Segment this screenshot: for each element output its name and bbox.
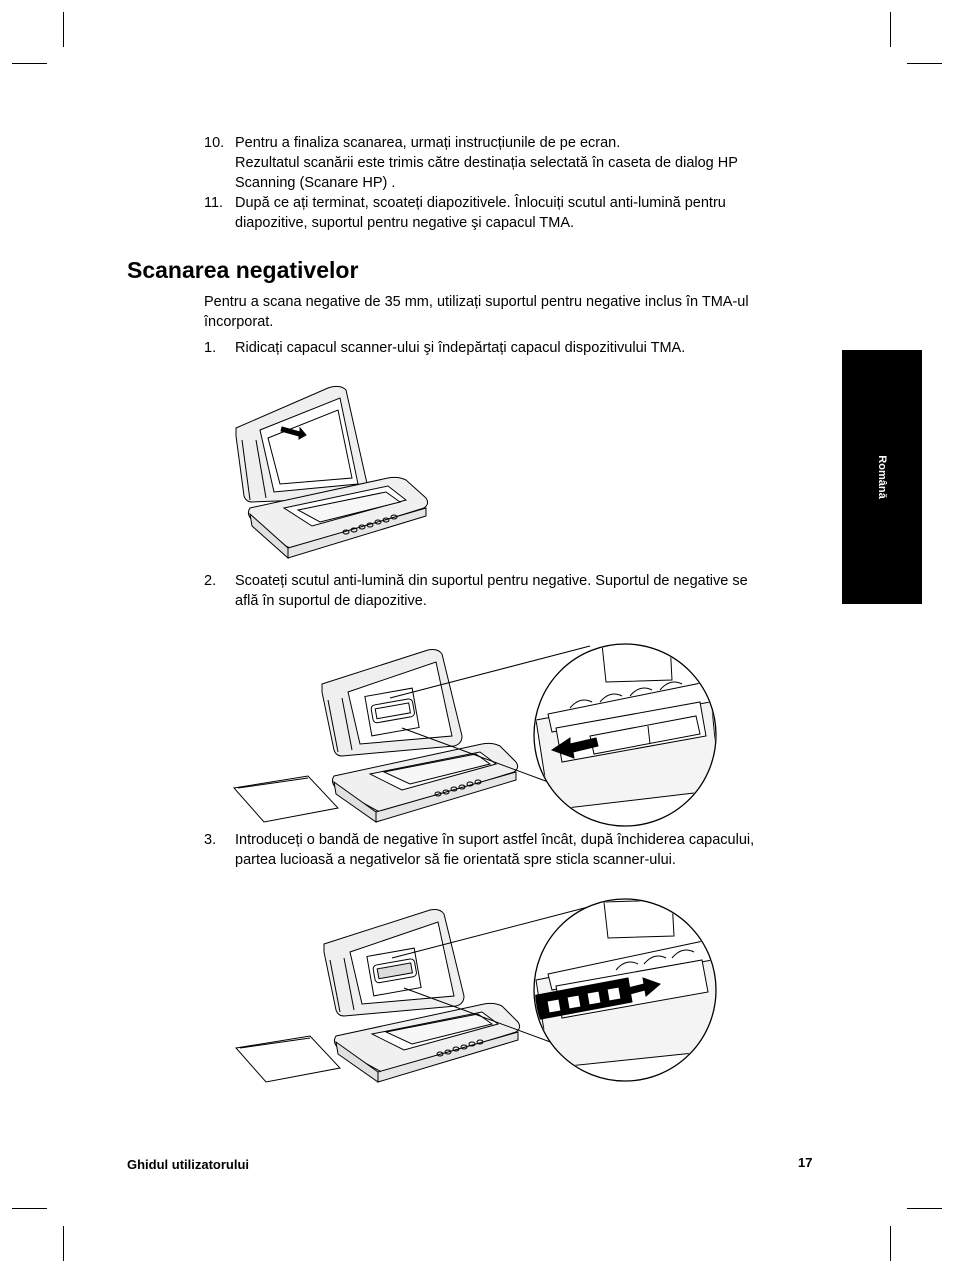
- step-number: 10.: [204, 135, 225, 151]
- crop-mark: [63, 12, 64, 47]
- step-text: Scanning (Scanare HP) .: [235, 175, 396, 191]
- step-text: Pentru a finaliza scanarea, urmați instrucțiunile de pe ecran.: [235, 135, 621, 151]
- crop-mark: [907, 63, 942, 64]
- step-text: află în suportul de diapozitive.: [235, 593, 427, 609]
- crop-mark: [890, 12, 891, 47]
- footer-guide-title: Ghidul utilizatorului: [127, 1157, 250, 1172]
- step-text: Ridicați capacul scanner-ului şi îndepărtați capacul dispozitivului TMA.: [235, 340, 686, 356]
- step-text: partea lucioasă a negativelor să fie orientată spre sticla scanner-ului.: [235, 852, 676, 868]
- crop-mark: [12, 63, 47, 64]
- crop-mark: [890, 1226, 891, 1261]
- language-label: Română: [876, 455, 888, 499]
- crop-mark: [907, 1208, 942, 1209]
- step-text: Scoateți scutul anti-lumină din suportul pentru negative. Suportul de negative se: [235, 573, 748, 589]
- remove-light-shield-illustration: [230, 640, 715, 825]
- section-title: Scanarea negativelor: [127, 257, 359, 283]
- insert-negative-strip-illustration: [232, 900, 717, 1085]
- step-text: După ce ați terminat, scoateți diapozitivele. Înlocuiți scutul anti-lumină pentru: [235, 195, 726, 211]
- step-text: Rezultatul scanării este trimis către destinația selectată în caseta de dialog HP: [235, 155, 738, 171]
- language-side-tab: [842, 350, 922, 604]
- step-number: 3.: [204, 832, 217, 848]
- step-number: 11.: [204, 195, 224, 211]
- scanner-open-illustration: [228, 380, 438, 565]
- step-number: 2.: [204, 573, 217, 589]
- crop-mark: [63, 1226, 64, 1261]
- step-text: Introduceți o bandă de negative în suport astfel încât, după închiderea capacului,: [235, 832, 755, 848]
- section-intro: Pentru a scana negative de 35 mm, utilizați suportul pentru negative inclus în TMA-ul încorporat.: [204, 294, 749, 330]
- crop-mark: [12, 1208, 47, 1209]
- page-number: 17: [798, 1155, 813, 1170]
- step-text: diapozitive, suportul pentru negative şi capacul TMA.: [235, 215, 575, 231]
- step-number: 1.: [204, 340, 217, 356]
